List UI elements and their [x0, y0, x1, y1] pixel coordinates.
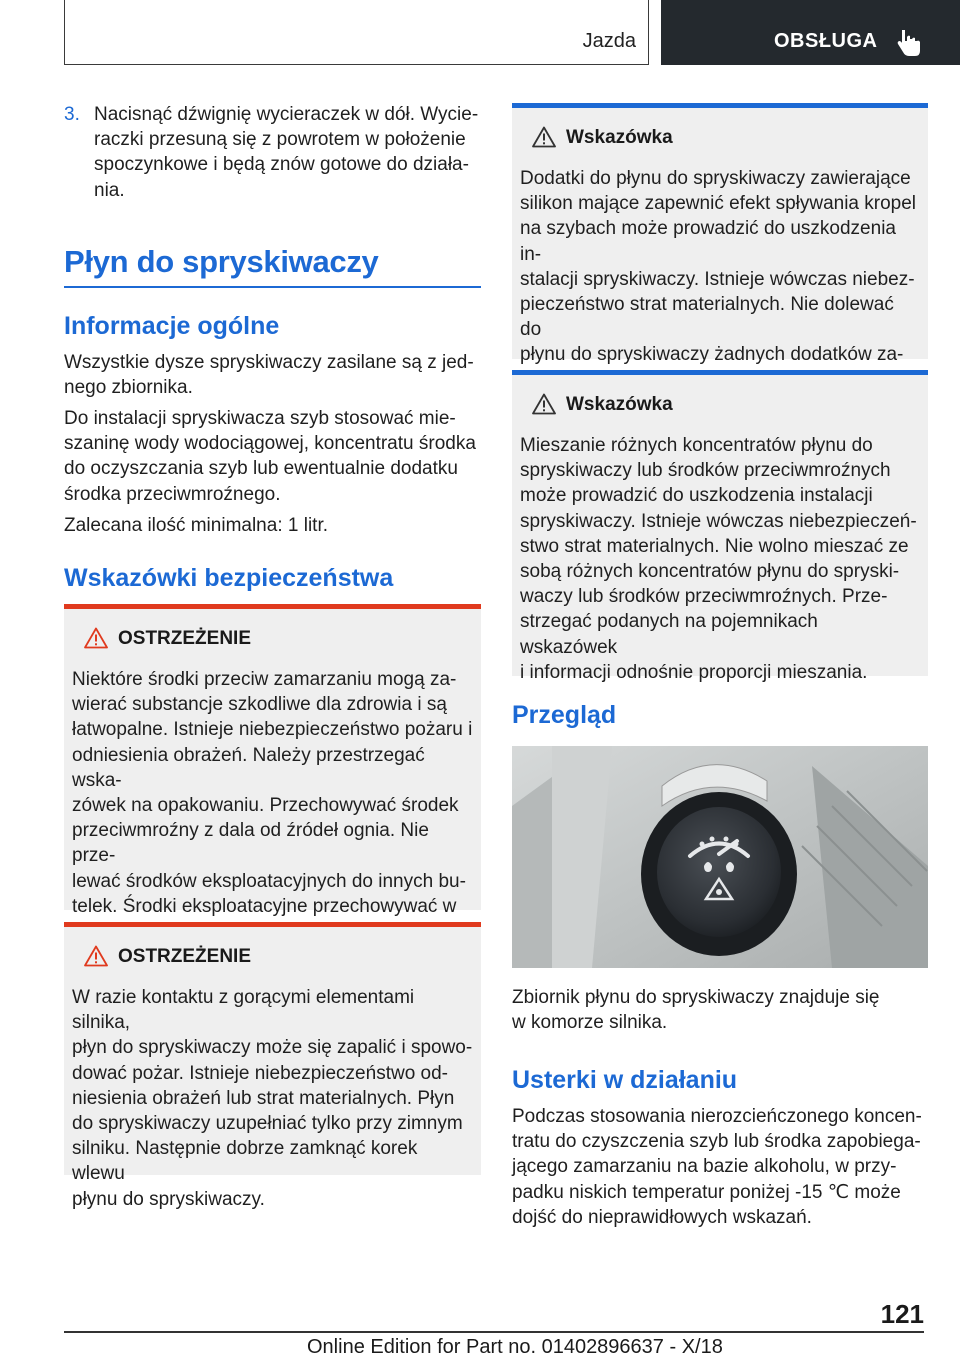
text-line: Niektóre środki przeciw zamarzaniu mogą za‐: [72, 669, 457, 690]
paragraph-malfunctions: [512, 1104, 928, 1230]
warning-header: [72, 627, 473, 667]
text-line: Dodatki do płynu do spryskiwaczy zawierające: [520, 168, 911, 189]
subheading-overview: Przegląd: [512, 701, 617, 729]
washer-reservoir-photo: [512, 746, 928, 968]
hint-header: [520, 393, 920, 433]
text-line: może prowadzić do uszkodzenia instalacji: [520, 485, 873, 507]
text-line: odniesienia obrażeń. Należy przestrzegać wska‐: [72, 744, 425, 791]
text-line: środka przeciwmroźnego.: [64, 483, 281, 505]
page-number: 121: [880, 1299, 924, 1329]
header-chapter-title: OBSŁUGA: [774, 30, 878, 52]
hint-body: [520, 433, 920, 685]
text-line: płynu do spryskiwaczy żadnych dodatków za‐: [520, 344, 904, 366]
text-line: spryskiwaczy. Istnieje wówczas niebezpieczeń‐: [520, 510, 917, 532]
paragraph-minimum: Zalecana ilość minimalna: 1 litr.: [64, 515, 328, 536]
text-line: Mieszanie różnych koncentratów płynu do: [520, 435, 873, 456]
warning-title: OSTRZEŻENIE: [118, 628, 252, 649]
text-line: szaninę wody wodociągowej, koncentratu środka: [64, 433, 476, 455]
text-line: telek. Środki eksploatacyjne przechowywać w: [72, 895, 457, 917]
washer-fluid-reservoir-cap-icon: [512, 746, 928, 968]
warning-triangle-icon: [84, 945, 108, 967]
text-line: strzegać podanych na pojemnikach wskazówek: [520, 611, 818, 658]
text-line: pieczeństwo strat materialnych. Nie dolewać do: [520, 294, 894, 341]
header-section-title: Jazda: [582, 30, 636, 52]
text-line: Podczas stosowania nierozcieńczonego koncen‐: [512, 1106, 922, 1127]
text-line: płyn do spryskiwaczy może się zapalić i spowo‐: [72, 1037, 473, 1059]
text-line: jącego zamarzaniu na bazie alkoholu, w przy‐: [512, 1156, 897, 1178]
subheading-general-info: Informacje ogólne: [64, 312, 280, 340]
footer-rule: [64, 1331, 924, 1333]
text-line: W razie kontaktu z gorącymi elementami silnika,: [72, 987, 415, 1034]
hand-pointer-icon: [893, 24, 927, 58]
warning-triangle-icon: [532, 393, 556, 415]
text-line: spryskiwaczy lub środków przeciwmroźnych: [520, 460, 891, 482]
text-line: stwo strat materialnych. Nie wolno mieszać ze: [520, 535, 909, 557]
text-line: silikon mające zapewnić efekt spływania kropel: [520, 193, 917, 215]
text-line: nia.: [94, 179, 125, 201]
text-line: w komorze silnika.: [512, 1012, 668, 1034]
text-line: Wszystkie dysze spryskiwaczy zasilane są z jed‐: [64, 352, 474, 373]
text-line: łatwopalne. Istnieje niebezpieczeństwo pożaru i: [72, 719, 473, 741]
text-line: spoczynkowe i będą znów gotowe do działa‐: [94, 154, 469, 176]
text-line: wierać substancje szkodliwe dla zdrowia i są: [72, 694, 447, 716]
text-line: przeciwmroźny z dala od źródeł ognia. Nie prze‐: [72, 820, 429, 867]
text-line: sobą różnych koncentratów płynu do spryski‐: [520, 561, 900, 583]
warning-triangle-icon: [84, 627, 108, 649]
text-line: raczki przesuną się z powrotem w położenie: [94, 129, 466, 151]
text-line: i informacji odnośnie proporcji mieszania.: [520, 661, 868, 683]
text-line: nego zbiornika.: [64, 377, 193, 399]
paragraph-tanks: [64, 350, 481, 400]
text-line: zówek na opakowaniu. Przechowywać środek: [72, 795, 459, 817]
header-section-box: [64, 0, 649, 65]
text-line: dować pożar. Istnieje niebezpieczeństwo od‐: [72, 1062, 449, 1084]
text-line: tratu do czyszczenia szyb lub środka zapobiega‐: [512, 1131, 921, 1153]
warning-title: OSTRZEŻENIE: [118, 946, 252, 967]
photo-caption: [512, 985, 928, 1035]
text-line: waczy lub środków przeciwmroźnych. Prze‐: [520, 586, 888, 608]
step-number: 3.: [64, 104, 80, 125]
text-line: Do instalacji spryskiwacza szyb stosować mie‐: [64, 408, 456, 429]
hint-header: [520, 126, 920, 166]
text-line: na szybach może prowadzić do uszkodzenia in‐: [520, 218, 896, 265]
text-line: stalacji spryskiwaczy. Istnieje wówczas niebez‐: [520, 268, 915, 290]
step-text: [94, 102, 481, 203]
text-line: lewać środków eksploatacyjnych do innych bu‐: [72, 870, 466, 892]
warning-box-hot-engine: [64, 922, 481, 1210]
text-line: do oczyszczania szyb lub ewentualnie dodatku: [64, 458, 458, 480]
hint-box-mixing: [512, 370, 928, 683]
main-heading: Płyn do spryskiwaczy: [64, 244, 379, 279]
hint-body: [520, 166, 920, 393]
header-chapter-tab: [661, 0, 960, 65]
hint-title: Wskazówka: [566, 394, 673, 415]
text-line: niesienia obrażeń lub strat materialnych. Płyn: [72, 1087, 455, 1109]
hint-box-silicone: [512, 103, 928, 366]
hint-title: Wskazówka: [566, 127, 673, 148]
heading-rule: [64, 286, 481, 288]
paragraph-mixture: [64, 406, 481, 507]
text-line: silniku. Następnie dobrze zamknąć korek wlewu: [72, 1138, 418, 1185]
footer-edition: Online Edition for Part no. 01402896637 - X/18: [307, 1336, 723, 1358]
warning-body: [72, 667, 473, 944]
text-line: dojść do nieprawidłowych wskazań.: [512, 1206, 812, 1228]
text-line: padku niskich temperatur poniżej -15 ℃ może: [512, 1181, 901, 1203]
warning-body: [72, 985, 473, 1212]
subheading-malfunctions: Usterki w działaniu: [512, 1066, 738, 1094]
text-line: Nacisnąć dźwignię wycieraczek w dół. Wycie‐: [94, 104, 479, 125]
step-3: [64, 102, 481, 203]
text-line: Zbiornik płynu do spryskiwaczy znajduje się: [512, 987, 880, 1008]
warning-header: [72, 945, 473, 985]
warning-box-antifreeze: [64, 604, 481, 917]
text-line: płynu do spryskiwaczy.: [72, 1188, 265, 1210]
text-line: do spryskiwaczy uzupełniać tylko przy zimnym: [72, 1113, 463, 1135]
warning-triangle-icon: [532, 126, 556, 148]
subheading-safety: Wskazówki bezpieczeństwa: [64, 564, 394, 592]
